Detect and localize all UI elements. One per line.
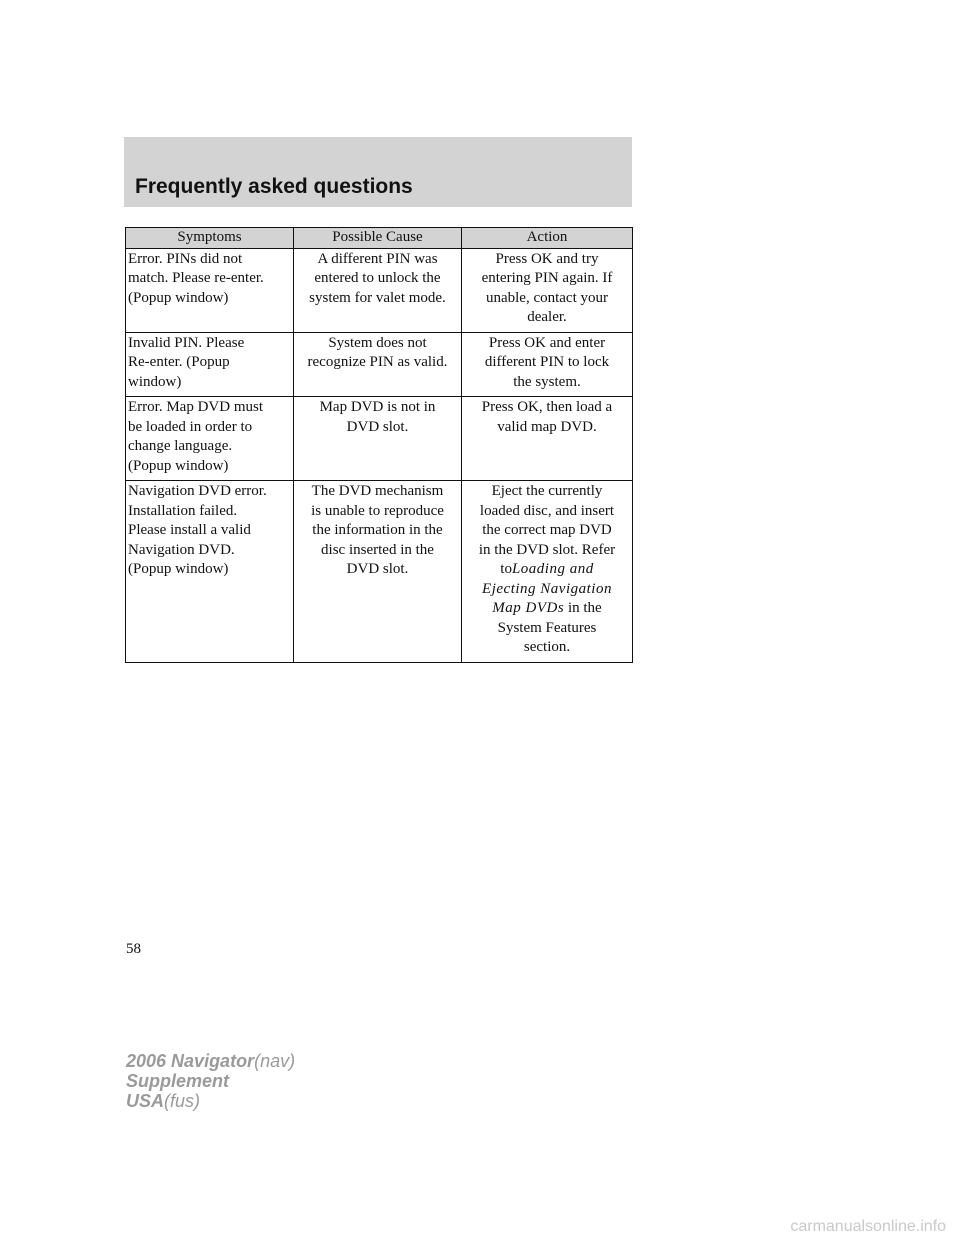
cell-line: entering PIN again. If (481, 270, 613, 286)
cell-line: Navigation DVD. (128, 541, 235, 558)
footer-line (126, 1051, 295, 1071)
cell-line: Eject the currently (491, 483, 603, 499)
cell-line: Press OK and try (495, 250, 599, 267)
cell-line: Map DVD is not in (319, 399, 436, 415)
action-cell (462, 397, 633, 481)
cell-line: System does not (328, 334, 427, 351)
cell-line: in the DVD slot. Refer (478, 541, 616, 558)
document-footer (126, 1051, 295, 1111)
cell-line: change language. (128, 438, 233, 454)
cell-line: entered to unlock the (314, 270, 441, 286)
action-cell (462, 332, 633, 397)
column-header-symptoms: Symptoms (126, 228, 294, 249)
cell-line: Invalid PIN. Please (128, 334, 245, 351)
cell-text: to (500, 561, 512, 577)
cell-line: valid map DVD. (497, 418, 597, 435)
cell-line (464, 560, 630, 580)
cell-line: (Popup window) (128, 289, 229, 306)
cell-text: in the (567, 600, 602, 616)
cause-cell (294, 481, 462, 663)
cell-line: is unable to reproduce (311, 502, 444, 519)
cell-line: the correct map DVD (482, 522, 612, 538)
cell-line: The DVD mechanism (311, 483, 444, 499)
cell-line: the system. (513, 373, 581, 390)
table-header-row (126, 228, 633, 249)
cell-line: Press OK and enter (488, 334, 606, 351)
cell-line: Error. Map DVD must (128, 399, 263, 415)
symptom-cell (126, 397, 294, 481)
cell-line: recognize PIN as valid. (307, 354, 448, 370)
cell-line: (Popup window) (128, 457, 229, 474)
cell-line: match. Please re-enter. (128, 270, 264, 286)
cell-line: section. (523, 639, 571, 655)
cause-cell (294, 397, 462, 481)
cell-line: Installation failed. (128, 502, 238, 519)
cell-line: Error. PINs did not (128, 250, 243, 267)
cell-line: Please install a valid (128, 522, 251, 538)
cell-line: the information in the (312, 522, 443, 538)
section-title: Frequently asked questions (135, 175, 413, 198)
footer-model-code: (nav) (254, 1051, 296, 1071)
cell-line: Re-enter. (Popup (128, 354, 230, 370)
symptom-cell (126, 248, 294, 332)
section-reference: Loading and (511, 561, 594, 577)
column-header-possible-cause: Possible Cause (294, 228, 462, 249)
footer-model: 2006 Navigator (126, 1051, 255, 1071)
table-row (126, 248, 633, 332)
cell-line: system for valet mode. (309, 289, 446, 306)
cell-line: disc inserted in the (321, 541, 434, 558)
cause-cell (294, 332, 462, 397)
footer-line (126, 1091, 295, 1111)
cell-line: unable, contact your (485, 289, 609, 306)
cell-line: System Features (497, 619, 597, 636)
footer-market-code: (fus) (164, 1091, 201, 1111)
action-cell (462, 481, 633, 663)
cell-line: loaded disc, and insert (479, 502, 615, 519)
faq-table (125, 227, 633, 663)
table-row (126, 397, 633, 481)
cell-line: be loaded in order to (128, 418, 253, 435)
page-number: 58 (126, 941, 141, 957)
cause-cell (294, 248, 462, 332)
column-header-action: Action (462, 228, 633, 249)
cell-line: DVD slot. (346, 561, 409, 577)
table-row (126, 481, 633, 663)
cell-line: dealer. (527, 309, 567, 325)
cell-line: Press OK, then load a (481, 399, 613, 415)
footer-market: USA (126, 1091, 165, 1111)
footer-supplement: Supplement (126, 1071, 230, 1091)
cell-line: (Popup window) (128, 561, 229, 577)
cell-line: window) (128, 373, 182, 390)
watermark: carmanualsonline.info (790, 1218, 946, 1235)
symptom-cell (126, 481, 294, 663)
cell-line: Navigation DVD error. (128, 483, 267, 499)
cell-line: different PIN to lock (484, 354, 610, 370)
action-cell (462, 248, 633, 332)
cell-line: A different PIN was (317, 250, 438, 267)
section-reference: Map DVDs (492, 600, 565, 616)
table-row (126, 332, 633, 397)
section-reference: Ejecting Navigation (482, 580, 612, 597)
symptom-cell (126, 332, 294, 397)
cell-line: DVD slot. (346, 418, 409, 435)
cell-line (464, 599, 630, 619)
